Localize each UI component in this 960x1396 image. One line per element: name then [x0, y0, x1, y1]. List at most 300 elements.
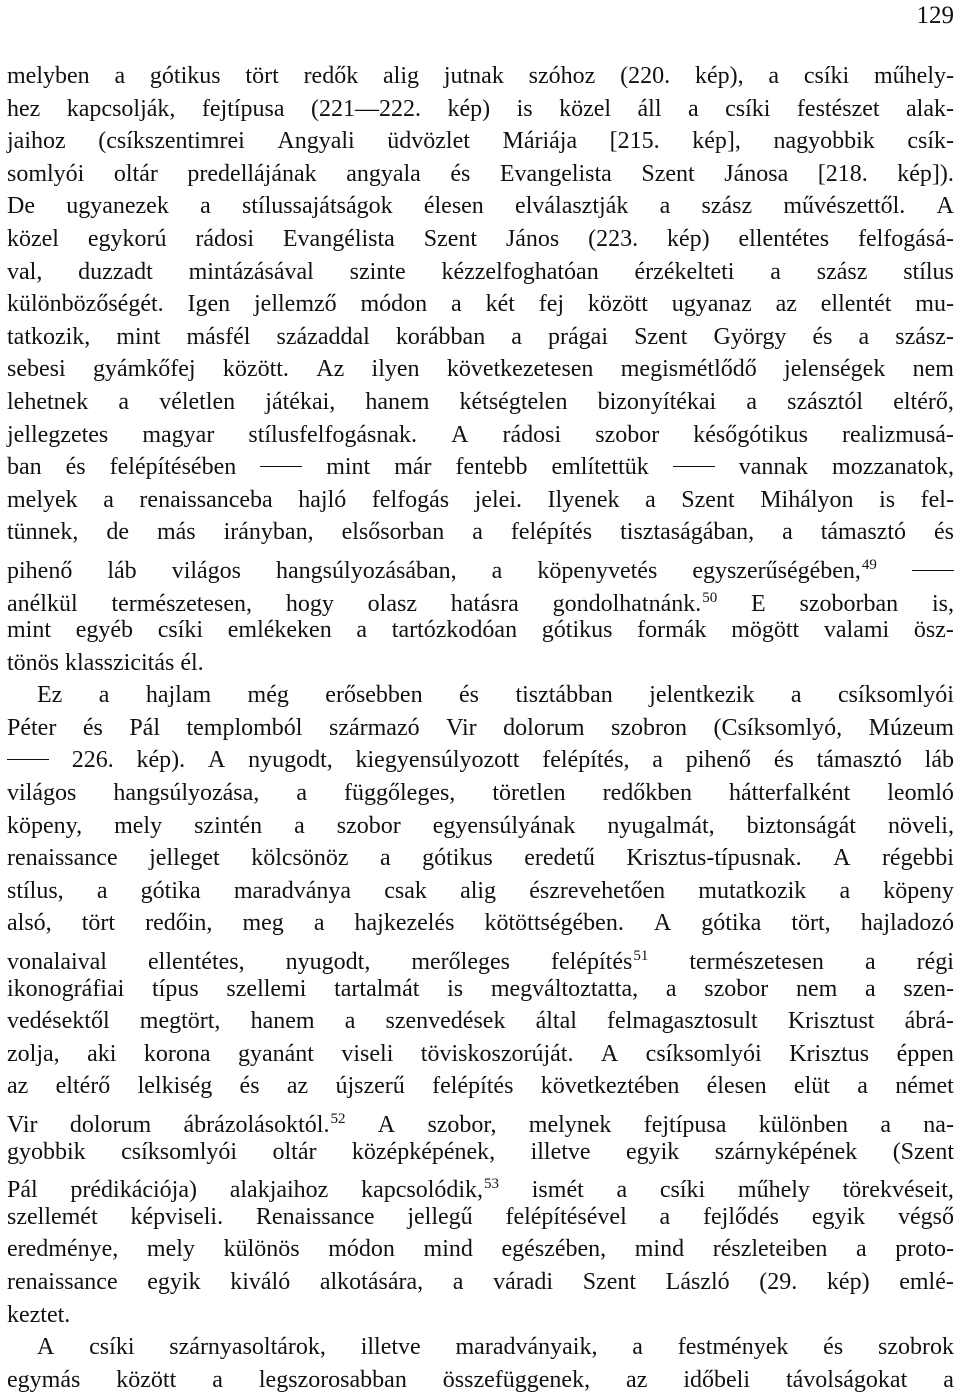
word: ellentétes, [148, 949, 245, 976]
word: pihenő [685, 747, 752, 774]
word: tünnek, [7, 519, 79, 546]
word: az [7, 1073, 29, 1100]
word: oltár [113, 160, 158, 187]
word: régebbi [881, 845, 954, 872]
word: hogy [285, 590, 334, 617]
word: más [156, 519, 196, 546]
word: végső [897, 1203, 954, 1230]
word: természetesen, [111, 590, 253, 617]
word: Pál [129, 714, 160, 741]
text-line [7, 1136, 954, 1169]
word: között [116, 1366, 177, 1393]
word: a [212, 1366, 223, 1393]
word: felépítés$^{51}$ [551, 948, 649, 976]
word: a [472, 519, 483, 546]
word: László [665, 1268, 730, 1295]
word: egyik [811, 1203, 866, 1230]
word: Szent [423, 225, 478, 252]
text-line [7, 93, 954, 126]
word: és [65, 454, 86, 481]
text-line [7, 158, 954, 191]
word: redőkben [602, 780, 692, 807]
word: világos [7, 780, 77, 807]
word: tönös [7, 649, 60, 676]
word: távolságokat [785, 1366, 908, 1393]
word: csak [384, 877, 427, 904]
word: Krisztus-típusnak. [626, 845, 802, 872]
word: jelenségek [784, 356, 886, 383]
word: láb [924, 747, 954, 774]
word: gyámkőfej [92, 356, 196, 383]
word: Vir [446, 714, 477, 741]
word: gótikus [149, 63, 221, 89]
word: gyanánt [237, 1040, 314, 1067]
word: ugyanaz [671, 291, 752, 318]
word: a [770, 258, 781, 285]
word: magyar [142, 421, 215, 448]
word: elválasztják [515, 193, 629, 220]
word: hajladozó [860, 910, 954, 937]
word: ösz- [913, 617, 954, 644]
word: két [485, 291, 515, 318]
word: kép) [447, 95, 491, 122]
word: csíksomlyói [645, 1040, 762, 1067]
word: proto- [895, 1236, 954, 1263]
word: korábban [395, 323, 486, 350]
word: bizonyítékai [597, 388, 717, 415]
word: Krisztust [787, 1008, 875, 1035]
word: gondolhatnánk.$^{50}$ [552, 589, 718, 617]
word: szobron [610, 714, 687, 741]
word: Szent [681, 486, 735, 513]
text-line [7, 190, 954, 223]
word: Evangélista [282, 225, 395, 252]
word: fel- [920, 486, 954, 513]
word: E [751, 590, 766, 617]
word: hajló [298, 486, 347, 513]
word: fejtípusa [201, 95, 285, 122]
word: Renaissance [255, 1203, 375, 1230]
word: a [616, 1177, 628, 1204]
word: szintén [194, 812, 263, 839]
word: kétségtelen [459, 388, 568, 415]
word: nyugalmát, [607, 812, 715, 839]
word: töretlen [492, 780, 566, 807]
word: szásztól [787, 388, 864, 415]
word: a [943, 1366, 954, 1393]
word: kép) [666, 225, 710, 252]
word: leomló [887, 780, 954, 807]
word: a [857, 1073, 868, 1100]
word: kapcsolják, [66, 95, 176, 122]
word: növeli, [887, 812, 954, 839]
word: festészet [796, 95, 880, 122]
word: A [377, 1112, 396, 1138]
word: az [286, 1073, 309, 1100]
word: kép) [826, 1268, 870, 1295]
word: mint [7, 617, 52, 644]
word: szárnyasoltárok, [169, 1334, 326, 1361]
word: prédikációja) [70, 1177, 197, 1204]
word: mu- [915, 291, 954, 318]
word: támasztó [816, 747, 902, 774]
word: szász- [895, 323, 954, 350]
word: lelkiség [137, 1073, 213, 1100]
word: Máriája [502, 128, 578, 155]
word: Szent [634, 323, 688, 350]
text-line [7, 1103, 954, 1136]
word: függőleges, [344, 780, 456, 807]
word: Múzeum [868, 714, 954, 741]
word: irányban, [223, 519, 314, 546]
text-line [7, 1038, 954, 1071]
word: világos [171, 557, 242, 584]
word: tatkozik, [7, 323, 91, 350]
word: és [773, 747, 794, 774]
word: újszerű [335, 1073, 405, 1100]
word: somlyói [7, 160, 85, 187]
word: fejlődés [703, 1203, 779, 1230]
word: hatásra [450, 590, 519, 617]
word: képviseli. [130, 1203, 224, 1230]
word: következtében [540, 1073, 680, 1100]
word: legszorosabban [258, 1366, 407, 1393]
word: alakjaihoz [229, 1177, 329, 1204]
text-line [7, 679, 954, 712]
word: A [37, 1334, 55, 1361]
word: zolja, [7, 1040, 60, 1067]
word: származó [328, 714, 420, 741]
word: szász [701, 193, 753, 220]
word: prágai [548, 323, 608, 350]
word: mind [423, 1236, 473, 1263]
word: felépítésével [505, 1203, 627, 1230]
word: klasszicitás [65, 649, 175, 676]
word: időbeli [683, 1366, 750, 1393]
word: ismét [531, 1177, 584, 1204]
word: felfogás [371, 486, 450, 513]
word: na- [923, 1112, 954, 1138]
em-dash [260, 451, 302, 484]
word: különben [758, 1112, 849, 1138]
word: jellegzetes [7, 421, 109, 448]
word: redőin, [145, 910, 213, 937]
word: természetesen [689, 949, 824, 976]
text-line [7, 1070, 954, 1103]
footnote-ref: 51 [633, 948, 649, 965]
word: által [535, 1008, 577, 1035]
word: viseli [341, 1040, 394, 1067]
word: hátterfalként [728, 780, 851, 807]
text-line [7, 223, 954, 256]
text-line [7, 419, 954, 452]
text-line [7, 777, 954, 810]
em-dash [7, 744, 49, 777]
word: az [626, 1366, 648, 1393]
word: szoborban [799, 590, 899, 617]
text-line [7, 1331, 954, 1364]
word: alsó, [7, 910, 52, 937]
word: ábrázolásoktól.$^{52}$ [183, 1111, 346, 1138]
word: A [207, 747, 226, 774]
text-line [7, 810, 954, 843]
word: Vir [7, 1112, 38, 1138]
word: oltár [272, 1138, 317, 1165]
word: (Szent [892, 1138, 954, 1165]
word: gótikus [422, 845, 493, 872]
word: későgótikus [693, 421, 808, 448]
word: említettük [551, 454, 649, 481]
word: a [98, 682, 110, 709]
word: melyek [7, 486, 78, 513]
word: módon [328, 1236, 395, 1263]
word: Péter [7, 714, 57, 741]
word: egyszerűségében,$^{49}$ [692, 556, 877, 584]
word: ábrá- [904, 1008, 954, 1035]
word: eltérő, [893, 388, 954, 415]
word: 226. [71, 747, 114, 774]
word: olasz [367, 590, 417, 617]
word: és [934, 519, 954, 546]
page-number: 129 [916, 2, 954, 29]
word: dolorum [69, 1112, 152, 1138]
word: csíki [157, 617, 204, 644]
word: is [879, 486, 896, 513]
word: jelei. [474, 486, 522, 513]
word: felépítés, [542, 747, 630, 774]
word: stílusfelfogásnak. [248, 421, 418, 448]
text-line [7, 451, 954, 484]
text-line [7, 1233, 954, 1266]
word: a [768, 63, 780, 89]
text-line [7, 353, 954, 386]
word: is [447, 975, 464, 1002]
word: mely [114, 812, 163, 839]
word: a [880, 1112, 891, 1138]
word: éppen [896, 1040, 954, 1067]
word: vonalaival [7, 949, 107, 976]
word: renaissance [7, 1268, 118, 1295]
word: a [344, 1008, 356, 1035]
word: (220. [620, 63, 671, 89]
word: (223. [588, 225, 639, 252]
word: tört, [791, 910, 831, 937]
word: a [313, 910, 325, 937]
word: másfél [186, 323, 251, 350]
word: mintázásával [188, 258, 314, 285]
word: a [746, 388, 757, 415]
word: Angyali [277, 128, 355, 155]
text-line [7, 744, 954, 777]
word: kép], [692, 128, 741, 155]
text-line [7, 940, 954, 976]
word: a [858, 323, 870, 350]
word: szinte [349, 258, 406, 285]
word: még [247, 682, 289, 709]
word: jellegű [407, 1203, 473, 1230]
word: gyobbik [7, 1138, 86, 1165]
word: és [239, 1073, 260, 1100]
word: csíki [725, 95, 771, 122]
word: redők [303, 63, 359, 89]
word: György [713, 323, 787, 350]
word: (221—222. [311, 95, 421, 122]
word: és [823, 1334, 844, 1361]
word: emlé- [899, 1268, 954, 1295]
word: ugyanezek [66, 193, 169, 220]
text-line [7, 1299, 954, 1332]
word: köpenyvetés [537, 557, 658, 584]
word: De [7, 193, 35, 220]
word: típus [152, 975, 199, 1002]
word: vedésektől [7, 1008, 110, 1035]
word: templomból [186, 714, 303, 741]
word: alak- [906, 95, 954, 122]
word: tisztaságában, [620, 519, 755, 546]
word: felfogásá- [857, 225, 954, 252]
word: nagyobbik [773, 128, 875, 155]
word: stílussajátságok [241, 193, 393, 220]
word: következetesen [446, 356, 594, 383]
word: és [450, 160, 471, 187]
word: (Csíksomlyó, [713, 714, 843, 741]
word: mint [326, 454, 371, 481]
word: Ilyenek [547, 486, 620, 513]
footnote-ref: 53 [484, 1176, 500, 1193]
word: sebesi [7, 356, 66, 383]
word: módon [360, 291, 428, 318]
word: (csíkszentimrei [98, 128, 245, 155]
word: szobor, [427, 1112, 497, 1138]
word: Mihályon [760, 486, 854, 513]
word: a [688, 95, 699, 122]
word: szobor [336, 812, 401, 839]
word: jellemző [254, 291, 337, 318]
word: ikonográfiai [7, 975, 125, 1002]
word: nem [912, 356, 954, 383]
word: kiváló [230, 1268, 291, 1295]
word: Jánosa [724, 160, 789, 187]
word: felépítés [510, 519, 593, 546]
word: tört [245, 63, 279, 89]
word: dolorum [503, 714, 585, 741]
word: Igen [187, 291, 231, 318]
word: gótika [701, 910, 762, 937]
text-line [7, 288, 954, 321]
word: között [587, 291, 648, 318]
word: jutnak [443, 63, 504, 89]
word: Az [316, 356, 345, 383]
word: hanem [365, 388, 430, 415]
word: mint [116, 323, 161, 350]
word: János [505, 225, 560, 252]
word: emlékeken [227, 617, 332, 644]
word: áll [637, 95, 662, 122]
footnote-ref: 49 [861, 556, 877, 573]
word: és [82, 714, 103, 741]
word: gótikus [541, 617, 613, 644]
word: megváltoztatta, [490, 975, 639, 1002]
word: formák [637, 617, 707, 644]
word: törekvéseit, [842, 1177, 954, 1204]
word: német [895, 1073, 954, 1100]
word: a [839, 877, 851, 904]
word: mely [146, 1236, 195, 1263]
word: ilyen [371, 356, 420, 383]
word: alkotására, [319, 1268, 424, 1295]
word: megismétlődő [620, 356, 757, 383]
word: élesen [706, 1073, 767, 1100]
word: elsősorban [341, 519, 445, 546]
word: a [790, 682, 802, 709]
text-line [7, 125, 954, 158]
word: a [659, 1203, 671, 1230]
word: nyugodt, [248, 747, 333, 774]
body-text [7, 60, 954, 1396]
word: [218. [817, 160, 868, 187]
word: támasztó [820, 519, 907, 546]
word: művészettől. [783, 193, 906, 220]
word: töviskoszorúját. [420, 1040, 574, 1067]
word: a [451, 291, 462, 318]
word: aki [87, 1040, 117, 1067]
word: A [653, 910, 672, 937]
word: kapcsolódik,$^{53}$ [361, 1176, 500, 1204]
word: ellentét [820, 291, 892, 318]
word: Szent [582, 1268, 637, 1295]
word: felépítésében [109, 454, 237, 481]
word: rádosi [195, 225, 255, 252]
word: maradványa [233, 877, 352, 904]
text-line [7, 907, 954, 940]
word: él. [180, 649, 204, 676]
word: ellentétes [738, 225, 830, 252]
word: felmagasztosult [607, 1008, 758, 1035]
word: mind [634, 1236, 685, 1263]
word: a [511, 323, 522, 350]
word: kézzelfoghatóan [441, 258, 599, 285]
word: játékai, [265, 388, 336, 415]
text-line [7, 321, 954, 354]
word: láb [107, 557, 137, 584]
word: kép]). [897, 160, 954, 187]
text-line [7, 256, 954, 289]
word: egészében, [501, 1236, 607, 1263]
word: gótika [140, 877, 201, 904]
word: eredménye, [7, 1236, 119, 1263]
word: predellájának [187, 160, 317, 187]
word: A [600, 1040, 619, 1067]
word: melynek [528, 1112, 612, 1138]
word: elüt [793, 1073, 830, 1100]
text-line [7, 712, 954, 745]
word: hanem [250, 1008, 315, 1035]
word: már [394, 454, 432, 481]
word: hez [7, 95, 41, 122]
word: csík- [907, 128, 954, 155]
word: üdvözlet [387, 128, 470, 155]
word: régi [916, 949, 954, 976]
word: érzékelteti [634, 258, 735, 285]
word: észrevehetően [529, 877, 666, 904]
word: különbözőségét. [7, 291, 164, 318]
text-line [7, 484, 954, 517]
word: a [379, 845, 391, 872]
word: szellemét [7, 1203, 98, 1230]
word: váradi [493, 1268, 554, 1295]
word: tört [81, 910, 116, 937]
word: a [96, 877, 108, 904]
